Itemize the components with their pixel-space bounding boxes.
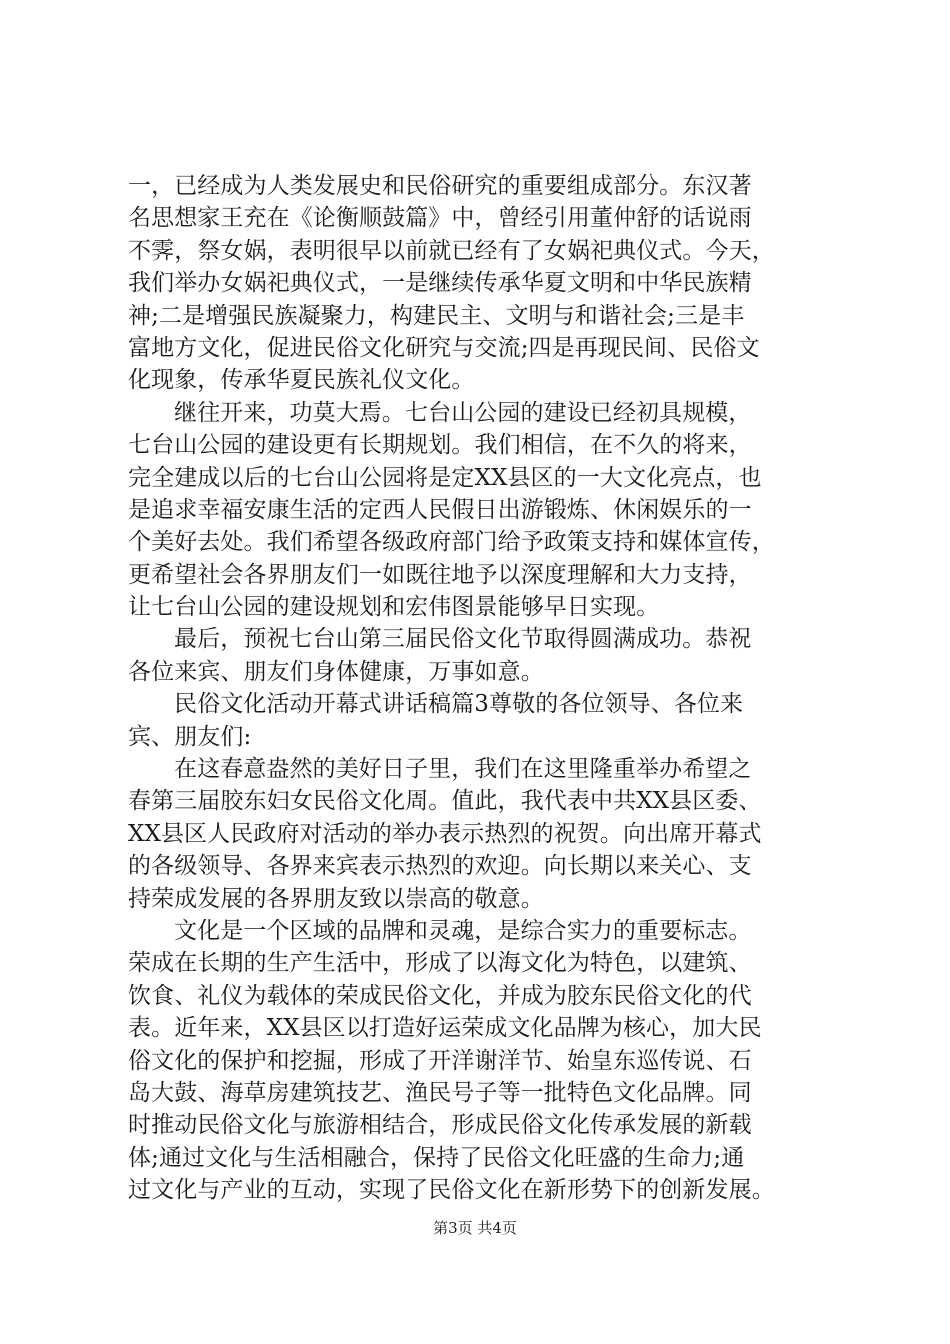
text-line: 不霁，祭女娲，表明很早以前就已经有了女娲祀典仪式。今天， — [128, 237, 775, 264]
paragraph-first-line: 继往开来，功莫大焉。七台山公园的建设已经初具规模， — [174, 399, 752, 426]
text-line: 体;通过文化与生活相融合，保持了民俗文化旺盛的生命力;通 — [128, 1144, 745, 1171]
page-number-footer: 第3页 共4页 — [433, 1219, 517, 1237]
document-body — [128, 170, 848, 1207]
text-line: 更希望社会各界朋友们一如既往地予以深度理解和大力支持， — [128, 561, 752, 588]
text-line: 是追求幸福安康生活的定西人民假日出游锻炼、休闲娱乐的一 — [128, 496, 752, 523]
paragraph-first-line: 文化是一个区域的品牌和灵魂，是综合实力的重要标志。 — [174, 917, 752, 944]
text-line: 的各级领导、各界来宾表示热烈的欢迎。向长期以来关心、支 — [128, 853, 752, 880]
text-line: 宾、朋友们: — [128, 723, 252, 750]
text-line: 个美好去处。我们希望各级政府部门给予政策支持和媒体宣传， — [128, 529, 775, 556]
text-line: 完全建成以后的七台山公园将是定XX县区的一大文化亮点，也 — [128, 464, 762, 491]
text-line: 岛大鼓、海草房建筑技艺、渔民号子等一批特色文化品牌。同 — [128, 1079, 752, 1106]
text-line: 春第三届胶东妇女民俗文化周。值此，我代表中共XX县区委、 — [128, 788, 762, 815]
text-line: 一，已经成为人类发展史和民俗研究的重要组成部分。东汉著 — [128, 173, 752, 199]
text-line: 化现象，传承华夏民族礼仪文化。 — [128, 367, 475, 394]
text-line: 饮食、礼仪为载体的荣成民俗文化，并成为胶东民俗文化的代 — [128, 982, 752, 1009]
text-line: 表。近年来，XX县区以打造好运荣成文化品牌为核心，加大民 — [128, 1015, 762, 1042]
paragraph-first-line: 最后，预祝七台山第三届民俗文化节取得圆满成功。恭祝 — [174, 626, 752, 653]
text-line: 名思想家王充在《论衡顺鼓篇》中，曾经引用董仲舒的话说雨 — [128, 205, 752, 232]
text-line: 时推动民俗文化与旅游相结合，形成民俗文化传承发展的新载 — [128, 1112, 752, 1139]
text-line: 过文化与产业的互动，实现了民俗文化在新形势下的创新发展。 — [128, 1177, 775, 1204]
paragraph-first-line: 在这春意盎然的美好日子里，我们在这里隆重举办希望之 — [174, 756, 752, 783]
text-line: 荣成在长期的生产生活中，形成了以海文化为特色，以建筑、 — [128, 950, 752, 977]
text-line: XX县区人民政府对活动的举办表示热烈的祝贺。向出席开幕式 — [128, 820, 762, 847]
text-line: 让七台山公园的建设规划和宏伟图景能够早日实现。 — [128, 594, 660, 621]
text-line: 持荣成发展的各界朋友致以崇高的敬意。 — [128, 885, 544, 912]
text-line: 七台山公园的建设更有长期规划。我们相信，在不久的将来， — [128, 432, 752, 459]
text-line: 俗文化的保护和挖掘，形成了开洋谢洋节、始皇东巡传说、石 — [128, 1047, 752, 1074]
text-line: 各位来宾、朋友们身体健康，万事如意。 — [128, 658, 544, 685]
text-line: 我们举办女娲祀典仪式，一是继续传承华夏文明和中华民族精 — [128, 270, 752, 297]
text-line: 富地方文化，促进民俗文化研究与交流;四是再现民间、民俗文 — [128, 334, 760, 361]
paragraph-first-line: 民俗文化活动开幕式讲话稿篇3尊敬的各位领导、各位来 — [174, 691, 744, 718]
text-line: 神;二是增强民族凝聚力，构建民主、文明与和谐社会;三是丰 — [128, 302, 745, 329]
